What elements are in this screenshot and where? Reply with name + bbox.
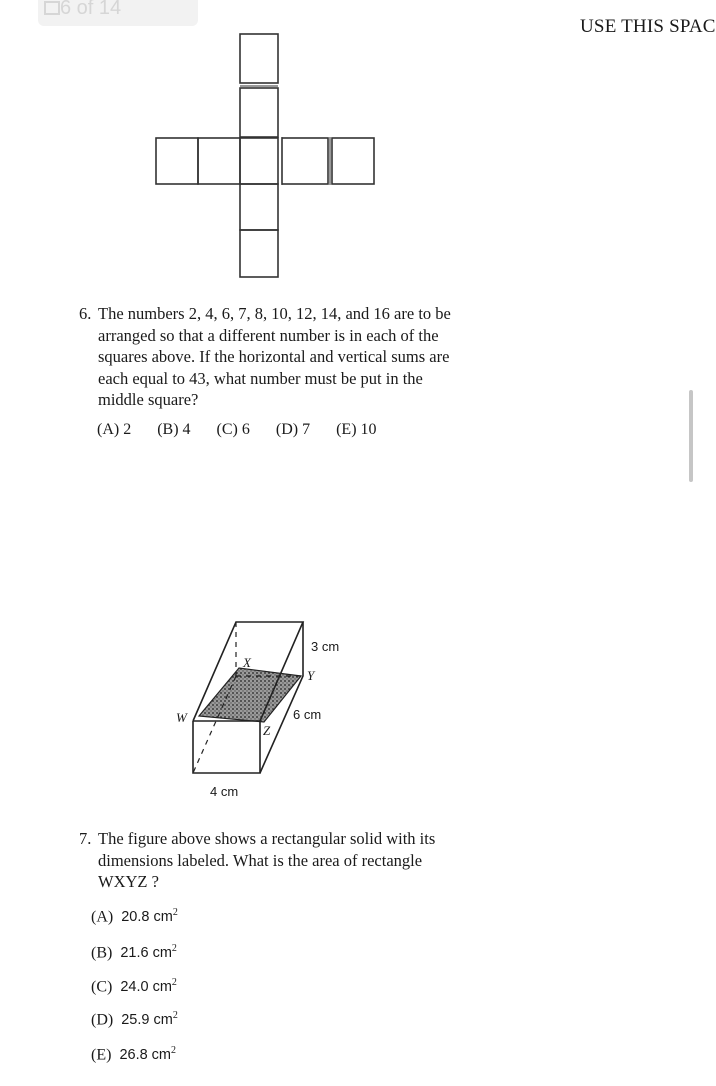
question-6-text: The numbers 2, 4, 6, 7, 8, 10, 12, 14, and 16 are to be arranged so that a different number is in each of the squares above. If the horizontal and vertical sums are each equal to 43, what number must be put in the middle square? bbox=[98, 304, 451, 409]
q7-choice-d[interactable] bbox=[91, 1010, 178, 1029]
label-height: 3 cm bbox=[311, 639, 340, 654]
q6-choice-a[interactable]: (A) 2 bbox=[97, 421, 132, 438]
q7-choice-e-exp: 2 bbox=[171, 1045, 177, 1056]
q7-choice-a-letter: (A) bbox=[91, 908, 114, 926]
question-7 bbox=[79, 828, 443, 893]
label-z: Z bbox=[263, 723, 271, 738]
q7-choice-c-value: 24.0 cm bbox=[120, 979, 172, 996]
q7-choice-c-exp: 2 bbox=[171, 977, 177, 988]
q6-choice-c[interactable]: (C) 6 bbox=[216, 421, 250, 438]
q7-choice-a-exp: 2 bbox=[172, 907, 178, 918]
q7-choice-b-exp: 2 bbox=[171, 943, 177, 954]
scrollbar-thumb[interactable] bbox=[689, 390, 693, 482]
label-depth: 6 cm bbox=[293, 707, 322, 722]
page-indicator-text: 6 of 14 bbox=[60, 0, 122, 19]
q6-choice-b[interactable]: (B) 4 bbox=[157, 421, 191, 438]
label-y: Y bbox=[307, 668, 315, 683]
label-width: 4 cm bbox=[210, 784, 239, 799]
q7-choice-c-letter: (C) bbox=[91, 978, 113, 996]
q7-choice-a[interactable] bbox=[91, 907, 178, 926]
header-note: USE THIS SPAC bbox=[580, 16, 716, 37]
q6-choice-e[interactable]: (E) 10 bbox=[336, 421, 377, 438]
question-6-number: 6. bbox=[79, 304, 92, 323]
q7-choice-d-value: 25.9 cm bbox=[121, 1012, 173, 1029]
q7-choice-b-value: 21.6 cm bbox=[120, 945, 172, 962]
q7-choice-b-letter: (B) bbox=[91, 944, 113, 962]
label-x: X bbox=[243, 655, 251, 670]
q7-choice-d-exp: 2 bbox=[172, 1010, 178, 1021]
q7-choice-b[interactable] bbox=[91, 943, 177, 962]
q6-choice-d[interactable]: (D) 7 bbox=[275, 421, 311, 438]
q7-choice-d-letter: (D) bbox=[91, 1011, 114, 1029]
q7-choice-e[interactable] bbox=[91, 1045, 176, 1064]
q7-choice-c[interactable] bbox=[91, 977, 177, 996]
q7-choice-e-letter: (E) bbox=[91, 1046, 112, 1064]
question-7-text: The figure above shows a rectangular solid with its dimensions labeled. What is the area of rectangle WXYZ ? bbox=[98, 829, 436, 891]
q7-choice-a-value: 20.8 cm bbox=[121, 909, 173, 926]
label-w: W bbox=[176, 710, 187, 725]
q7-choice-e-value: 26.8 cm bbox=[119, 1047, 172, 1064]
question-7-number: 7. bbox=[79, 829, 92, 848]
